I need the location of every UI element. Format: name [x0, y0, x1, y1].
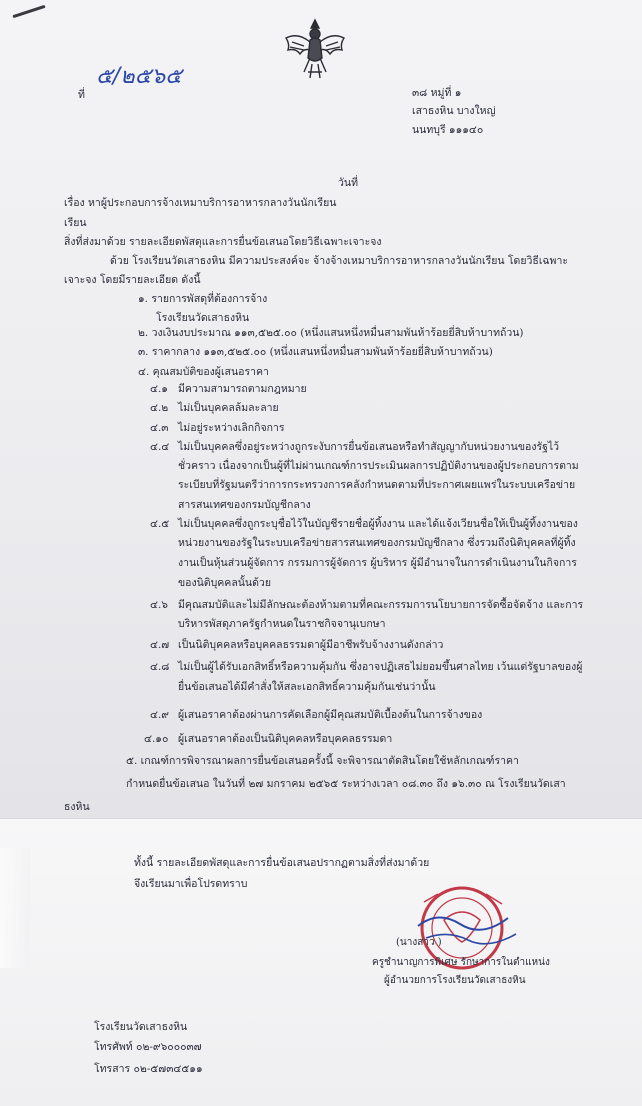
signatory-name: (นางสาว ) — [396, 937, 442, 948]
footer-school-name: โรงเรียนวัดเสาธงหิน — [94, 1021, 188, 1033]
garuda-emblem-icon — [280, 14, 350, 84]
pen-mark — [12, 5, 45, 18]
qual-number: ๔.๒ — [150, 402, 169, 414]
qual-number: ๔.๑๐ — [144, 733, 169, 745]
subject-line: เรื่อง หาผู้ประกอบการจ้างเหมาบริการอาหารกลางวันนักเรียน — [64, 197, 337, 209]
qual-text: มีคุณสมบัติและไม่มีลักษณะต้องห้ามตามที่คณะกรรมการนโยบายการจัดซื้อจัดจ้าง และการ — [178, 599, 584, 611]
qual-text: มีความสามารถตามกฎหมาย — [178, 383, 307, 395]
item-1-detail: โรงเรียนวัดเสาธงหิน — [156, 312, 250, 324]
intro-line-2: เจาะจง โดยมีรายละเอียด ดังนี้ — [64, 274, 201, 286]
signatory-title-2: ผู้อำนวยการโรงเรียนวัดเสาธงหิน — [384, 975, 526, 986]
qual-text: หน่วยงานของรัฐในระบบเครือข่ายสารสนเทศของกรมบัญชีกลาง ซึ่งรวมถึงนิติบุคคลที่ผู้ทิ้ง — [178, 537, 576, 549]
qual-text: ยื่นข้อเสนอได้มีคำสั่งให้สละเอกสิทธิ์ความคุ้มกันเช่นว่านั้น — [178, 681, 436, 693]
attachment-line: สิ่งที่ส่งมาด้วย รายละเอียดพัสดุและการยื่นข้อเสนอโดยวิธีเฉพาะเจาะจง — [64, 236, 382, 248]
doc-number-handwritten: ๕/๒๕๖๕ — [96, 64, 182, 89]
closing-line-2: จึงเรียนมาเพื่อโปรดทราบ — [134, 878, 248, 890]
address-line-1: ๓๘ หมู่ที่ ๑ — [412, 87, 462, 99]
qual-text: ของนิติบุคคลนั้นด้วย — [178, 577, 271, 589]
qual-number: ๔.๓ — [150, 422, 169, 434]
qual-number: ๔.๑ — [150, 383, 168, 395]
salutation-line: เรียน — [64, 217, 87, 229]
qual-number: ๔.๕ — [150, 518, 170, 530]
footer-phone: โทรศัพท์ ๐๒-๙๖๐๐๐๓๗ — [94, 1041, 202, 1053]
date-label: วันที่ — [338, 177, 358, 189]
deadline-line-2: ธงหิน — [64, 801, 90, 813]
item-4-qualifications: ๔. คุณสมบัติของผู้เสนอราคา — [138, 366, 269, 378]
item-1: ๑. รายการพัสดุที่ต้องการจ้าง — [138, 293, 268, 305]
qual-text: ไม่เป็นบุคคลล้มละลาย — [178, 402, 279, 414]
qual-text: บริหารพัสดุภาครัฐกำหนดในราชกิจจานุเบกษา — [178, 618, 386, 630]
qual-text: ไม่อยู่ระหว่างเลิกกิจการ — [178, 422, 285, 434]
qual-number: ๔.๘ — [150, 661, 170, 673]
qual-text: งานเป็นหุ้นส่วนผู้จัดการ กรรมการผู้จัดการ ผู้บริหาร ผู้มีอำนาจในการดำเนินงานในกิจการ — [178, 557, 577, 569]
qual-text: เป็นนิติบุคคลหรือบุคคลธรรมดาผู้มีอาชีพรับจ้างงานดังกล่าว — [178, 639, 444, 651]
footer-fax: โทรสาร ๐๒-๕๗๓๔๕๑๑ — [94, 1063, 203, 1075]
qual-number: ๔.๖ — [150, 599, 168, 611]
qual-number: ๔.๔ — [150, 441, 170, 453]
address-line-3: นนทบุรี ๑๑๑๔๐ — [412, 124, 484, 136]
qual-text: ผู้เสนอราคาต้องเป็นนิติบุคคลหรือบุคคลธรรมดา — [178, 733, 393, 745]
qual-text: ไม่เป็นผู้ได้รับเอกสิทธิ์หรือความคุ้มกัน ซึ่งอาจปฏิเสธไม่ยอมขึ้นศาลไทย เว้นแต่รัฐบาลของผู้ — [178, 661, 583, 673]
qual-text: ผู้เสนอราคาต้องผ่านการคัดเลือกผู้มีคุณสมบัติเบื้องต้นในการจ้างของ — [178, 709, 483, 721]
qual-number: ๔.๗ — [150, 639, 170, 651]
qual-text: ชั่วคราว เนื่องจากเป็นผู้ที่ไม่ผ่านเกณฑ์การประเมินผลการปฏิบัติงานของผู้ประกอบการตาม — [178, 460, 579, 472]
paper-fold — [0, 848, 30, 968]
deadline-line-1: กำหนดยื่นข้อเสนอ ในวันที่ ๒๗ มกราคม ๒๕๖๕ ระหว่างเวลา ๐๘.๓๐ ถึง ๑๖.๓๐ ณ โรงเรียนวัดเสา — [126, 778, 566, 790]
qual-text: ระเบียบที่รัฐมนตรีว่าการกระทรวงการคลังกำหนดตามที่ประกาศเผยแพร่ในระบบเครือข่าย — [178, 479, 576, 491]
intro-line-1: ด้วย โรงเรียนวัดเสาธงหิน มีความประสงค์จะ จ้างจ้างเหมาบริการอาหารกลางวันนักเรียน โดยวิธีเฉพาะ — [110, 255, 569, 267]
criteria-line: ๕. เกณฑ์การพิจารณาผลการยื่นข้อเสนอครั้งนี้ จะพิจารณาตัดสินโดยใช้หลักเกณฑ์ราคา — [126, 755, 519, 767]
address-line-2: เสาธงหิน บางใหญ่ — [412, 105, 496, 117]
closing-line-1: ทั้งนี้ รายละเอียดพัสดุและการยื่นข้อเสนอปรากฏตามสิ่งที่ส่งมาด้วย — [134, 857, 430, 869]
doc-number-prefix: ที่ — [78, 89, 85, 101]
qual-text: ไม่เป็นบุคคลซึ่งถูกระบุชื่อไว้ในบัญชีรายชื่อผู้ทิ้งงาน และได้แจ้งเวียนชื่อให้เป็นผู้ทิ้งงานของ — [178, 518, 578, 530]
item-2-budget: ๒. วงเงินงบประมาณ ๑๑๓,๕๒๕.๐๐ (หนึ่งแสนหนึ่งหมื่นสามพันห้าร้อยยี่สิบห้าบาทถ้วน) — [138, 327, 524, 339]
qual-number: ๔.๙ — [150, 709, 169, 721]
qual-text: ไม่เป็นบุคคลซึ่งอยู่ระหว่างถูกระงับการยื่นข้อเสนอหรือทำสัญญากับหน่วยงานของรัฐไว้ — [178, 441, 560, 453]
signatory-title-1: ครูชำนาญการพิเศษ รักษาการในตำแหน่ง — [372, 957, 550, 968]
qual-text: สารสนเทศของกรมบัญชีกลาง — [178, 499, 311, 511]
item-3-median-price: ๓. ราคากลาง ๑๑๓,๕๒๕.๐๐ (หนึ่งแสนหนึ่งหมื่นสามพันห้าร้อยยี่สิบห้าบาทถ้วน) — [138, 346, 493, 358]
